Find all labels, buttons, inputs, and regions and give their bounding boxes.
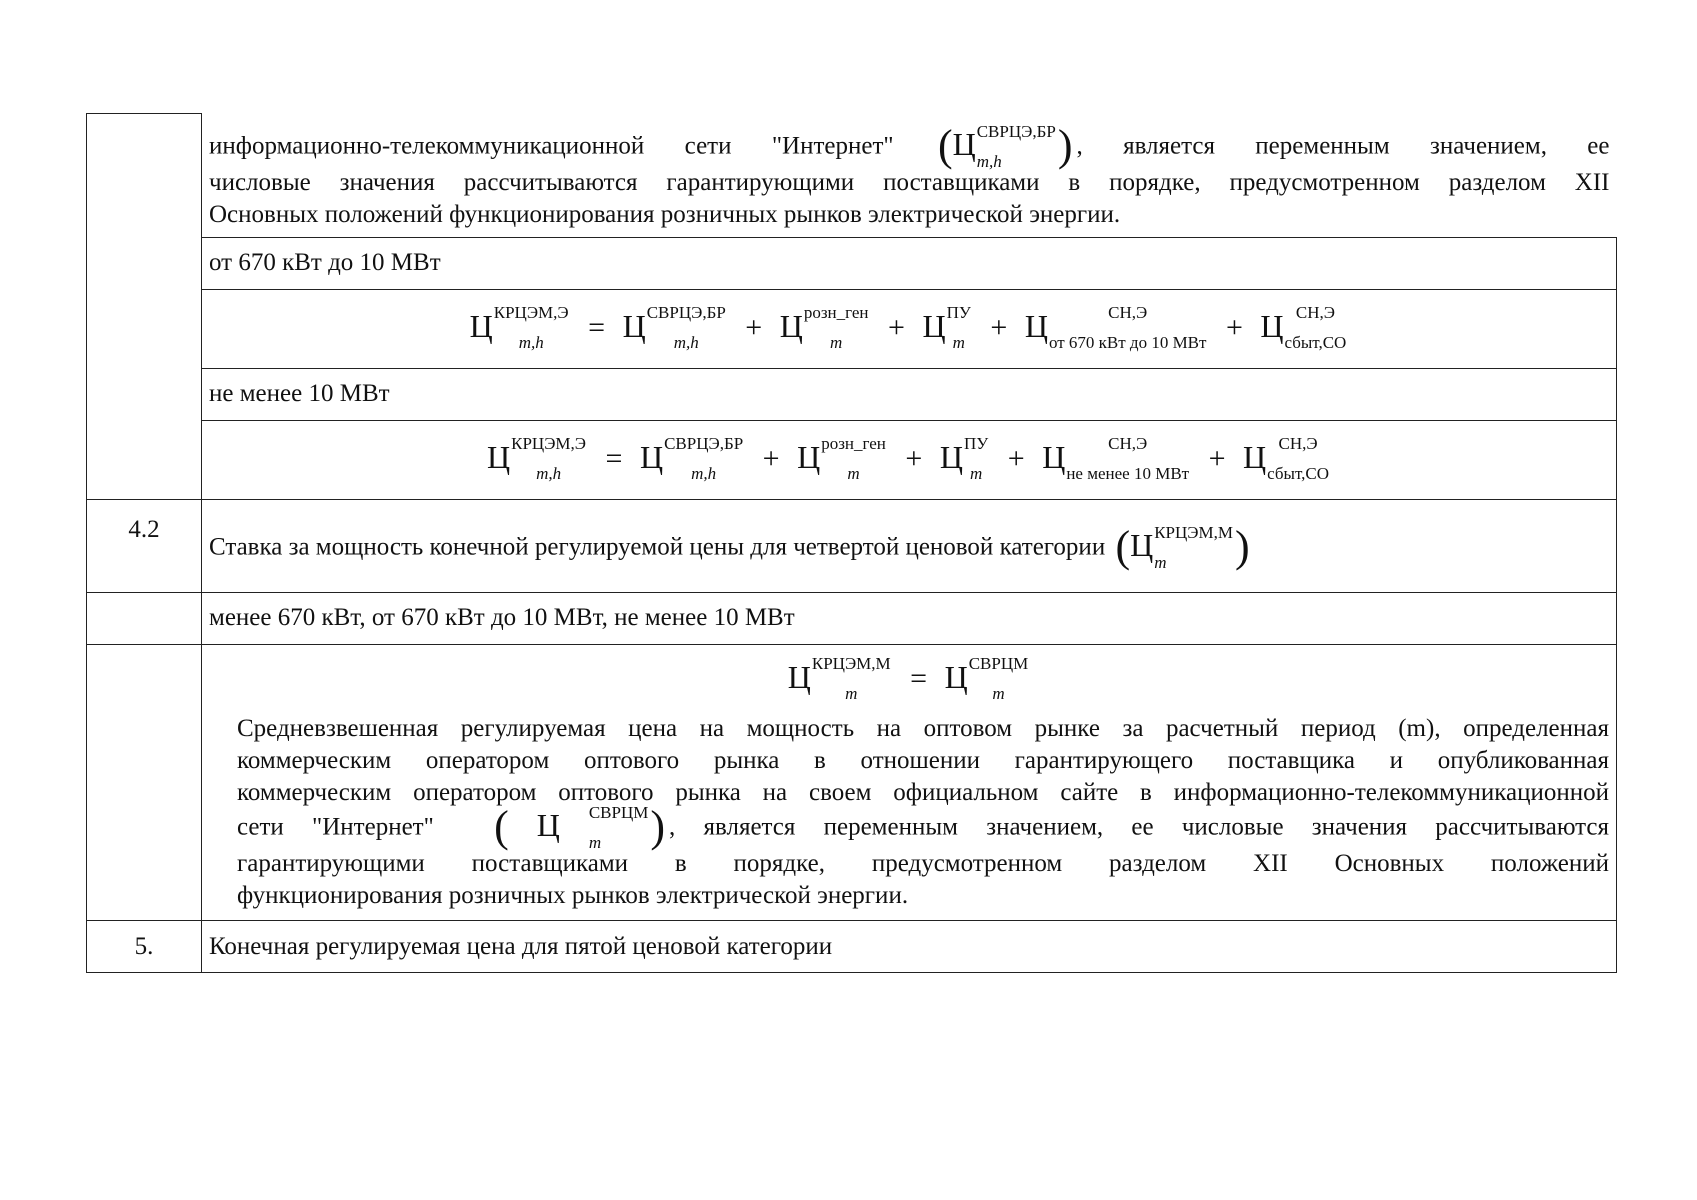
formula-cell — [202, 420, 1617, 499]
price-table — [86, 113, 1617, 973]
content-cell — [202, 114, 1617, 238]
formula: Ц КРЦЭМ,Э m,h = Ц СВРЦЭ,БР m,h + Ц розн_ген m + Ц ПУ m + Ц СН,Э не менее 10 МВт + Ц СН,Э сбыт,СО — [487, 433, 1329, 483]
row-number-cell — [87, 499, 202, 592]
row-title: Ставка за мощность конечной регулируемой цены для четвертой ценовой категории — [209, 533, 1106, 561]
content-cell — [202, 499, 1617, 592]
inline-formula: ( Ц СВРЦМ m ) — [494, 802, 666, 853]
inline-formula: (Ц КРЦЭМ,М m ) — [1115, 522, 1250, 573]
content-cell — [202, 644, 1617, 920]
text-line: Средневзвешенная регулируемая цена на мощность на оптовом рынке за расчетный период (m), определенная — [237, 714, 1609, 742]
table-row — [87, 420, 1617, 499]
formula: Ц КРЦЭМ,М m = Ц СВРЦМ m — [787, 653, 1029, 703]
row-number-cell — [87, 114, 202, 500]
table-row — [87, 644, 1617, 920]
content-cell — [202, 237, 1617, 289]
table-row — [87, 592, 1617, 644]
formula: Ц КРЦЭМ,Э m,h = Ц СВРЦЭ,БР m,h + Ц розн_ген m + Ц ПУ m + Ц СН,Э от 670 кВт до 10 МВт + Ц СН,Э сбыт,СО — [469, 302, 1347, 352]
row-number-cell — [87, 921, 202, 973]
text-fragment: , является переменным значением, ее — [1076, 131, 1610, 159]
table-row — [87, 368, 1617, 420]
text-line: гарантирующими поставщиками в порядке, предусмотренном разделом XII Основных положений — [237, 850, 1609, 878]
content-cell — [202, 368, 1617, 420]
formula-cell — [202, 289, 1617, 368]
text-fragment: сети "Интернет" — [237, 813, 434, 841]
content-cell — [202, 592, 1617, 644]
text-line: Основных положений функционирования розничных рынков электрической энергии. — [209, 200, 1121, 228]
text-line: функционирования розничных рынков электрической энергии. — [237, 882, 909, 910]
text-line: коммерческим оператором оптового рынка на своем официальном сайте в информационно-телекоммуникационной — [237, 778, 1609, 806]
row-number-cell — [87, 644, 202, 920]
row-number: 4.2 — [128, 515, 160, 543]
table-row — [87, 289, 1617, 368]
row-title: Конечная регулируемая цена для пятой ценовой категории — [209, 932, 833, 960]
content-cell — [202, 921, 1617, 973]
power-range-label: от 670 кВт до 10 МВт — [209, 249, 441, 277]
text-line: коммерческим оператором оптового рынка в отношении гарантирующего поставщика и опубликованная — [237, 746, 1609, 774]
table-row — [87, 114, 1617, 238]
text-line: числовые значения рассчитываются гарантирующими поставщиками в порядке, предусмотренном разделом XII — [209, 168, 1610, 196]
table-row — [87, 237, 1617, 289]
inline-formula: (Ц СВРЦЭ,БР m,h ) — [937, 120, 1073, 171]
table-row — [87, 921, 1617, 973]
row-number: 5. — [134, 932, 154, 960]
text-line — [209, 120, 1610, 171]
text-fragment: информационно-телекоммуникационной сети "Интернет" — [209, 131, 894, 159]
power-range-label: менее 670 кВт, от 670 кВт до 10 МВт, не менее 10 МВт — [209, 604, 795, 632]
power-range-label: не менее 10 МВт — [209, 380, 390, 408]
table-row — [87, 499, 1617, 592]
text-fragment: , является переменным значением, ее числовые значения рассчитываются — [669, 813, 1610, 841]
description-paragraph — [209, 713, 1609, 912]
text-line — [209, 802, 1610, 853]
row-number-cell — [87, 592, 202, 644]
